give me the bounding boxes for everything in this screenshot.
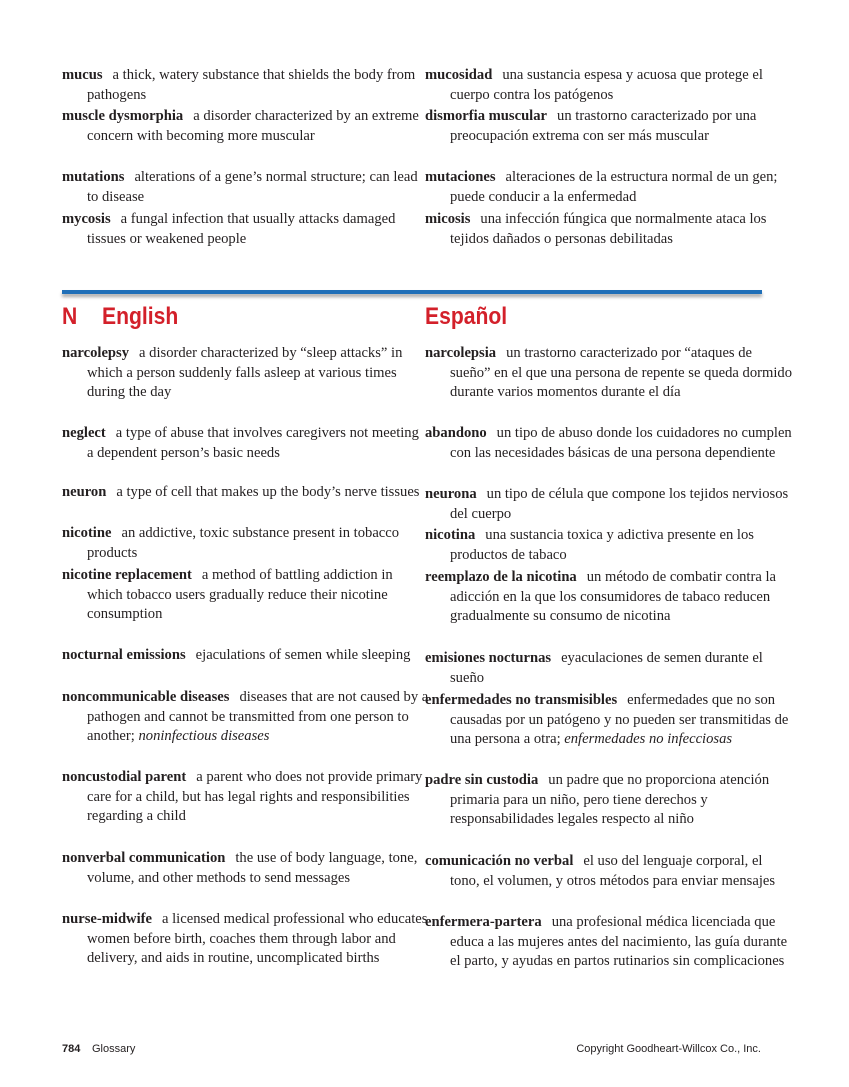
- entry-definition: eyaculaciones de semen durante el sueño: [450, 650, 763, 686]
- glossary-entry: [425, 649, 792, 688]
- entry-term: narcolepsy: [62, 345, 130, 361]
- entry-term: dismorfia muscular: [425, 108, 548, 124]
- entry-definition: diseases that are not caused by a pathogen and cannot be transmitted from one person to another;: [87, 689, 429, 745]
- spanish-heading: Español: [425, 303, 508, 330]
- glossary-entry: [62, 66, 429, 105]
- entry-term: mucosidad: [425, 67, 493, 83]
- entry-definition: un trastorno caracterizado por “ataques de sueño” en el que una persona de repente se queda dormido durante varios momentos durante el día: [450, 345, 793, 401]
- entry-term: mucus: [62, 67, 103, 83]
- entry-definition: un método de combatir contra la adicción en la que los consumidores de tabaco reducen gradualmente su consumo de nicotina: [450, 569, 776, 625]
- entry-definition: una sustancia toxica y adictiva presente en los productos de tabaco: [450, 527, 754, 563]
- glossary-entry: [425, 344, 792, 403]
- entry-term: nocturnal emissions: [62, 647, 186, 663]
- entry-definition: un tipo de abuso donde los cuidadores no cumplen con las necesidades básicas de una persona dependiente: [450, 425, 792, 461]
- glossary-entry: [62, 210, 429, 249]
- entry-definition: a type of abuse that involves caregivers not meeting a dependent person’s basic needs: [87, 425, 419, 461]
- glossary-entry: [425, 66, 792, 105]
- glossary-entry: [62, 107, 429, 146]
- entry-term: enfermera-partera: [425, 914, 542, 930]
- entry-definition: a disorder characterized by “sleep attacks” in which a person suddenly falls asleep at various times during the day: [87, 345, 403, 401]
- entry-definition: a licensed medical professional who educates women before birth, coaches them through labor and delivery, and aids in routine, uncomplicated births: [87, 911, 428, 967]
- entry-definition: ejaculations of semen while sleeping: [195, 647, 411, 663]
- entry-term: nicotine replacement: [62, 567, 192, 583]
- entry-term: mutations: [62, 169, 125, 185]
- glossary-entry: [425, 424, 792, 463]
- entry-definition: un padre que no proporciona atención primaria para un niño, pero tiene derechos y responsabilidades legales respecto al niño: [450, 772, 770, 828]
- glossary-entry: [62, 849, 429, 888]
- entry-term: emisiones nocturnas: [425, 650, 552, 666]
- entry-term: abandono: [425, 425, 487, 441]
- entry-term: neuron: [62, 484, 107, 500]
- entry-definition: a parent who does not provide primary care for a child, but has legal rights and responsibilities regarding a child: [87, 769, 423, 825]
- entry-definition: a method of battling addiction in which tobacco users gradually reduce their nicotine consumption: [87, 567, 393, 623]
- glossary-entry: [425, 210, 792, 249]
- glossary-entry: [62, 646, 429, 666]
- glossary-entry: [425, 168, 792, 207]
- entry-definition: the use of body language, tone, volume, and other methods to send messages: [87, 850, 418, 886]
- entry-term: comunicación no verbal: [425, 853, 574, 869]
- section-letter: N: [62, 303, 78, 330]
- glossary-entry: [62, 344, 429, 403]
- copyright: Copyright Goodheart-Willcox Co., Inc.: [576, 1043, 761, 1055]
- glossary-entry: [62, 688, 429, 747]
- glossary-entry: [62, 566, 429, 625]
- entry-alternate-term: enfermedades no infecciosas: [564, 731, 733, 748]
- glossary-entry: [425, 107, 792, 146]
- glossary-entry: [62, 168, 429, 207]
- glossary-entry: [425, 852, 792, 891]
- entry-definition: una infección fúngica que normalmente ataca los tejidos dañados o personas debilitadas: [450, 211, 767, 247]
- entry-term: nurse-midwife: [62, 911, 152, 927]
- entry-definition: una profesional médica licenciada que educa a las mujeres antes del nacimiento, las guía durante el parto, y ayudas en partos rutinarios sin complicaciones: [450, 914, 788, 970]
- entry-definition: a fungal infection that usually attacks damaged tissues or weakened people: [87, 211, 396, 247]
- section-divider: [62, 290, 762, 294]
- glossary-entry: [425, 526, 792, 565]
- entry-definition: a type of cell that makes up the body’s nerve tissues: [116, 484, 420, 500]
- entry-definition: a disorder characterized by an extreme concern with becoming more muscular: [87, 108, 419, 144]
- entry-term: reemplazo de la nicotina: [425, 569, 577, 585]
- entry-term: narcolepsia: [425, 345, 497, 361]
- glossary-entry: [62, 524, 429, 563]
- glossary-entry: [62, 424, 429, 463]
- entry-definition: un tipo de célula que compone los tejidos nerviosos del cuerpo: [450, 486, 789, 522]
- glossary-entry: [425, 485, 792, 524]
- entry-term: noncommunicable diseases: [62, 689, 230, 705]
- entry-definition: alterations of a gene’s normal structure; can lead to disease: [87, 169, 418, 205]
- english-heading: English: [102, 303, 179, 330]
- entry-term: micosis: [425, 211, 471, 227]
- entry-definition: a thick, watery substance that shields the body from pathogens: [87, 67, 416, 103]
- entry-alternate-term: noninfectious diseases: [138, 728, 270, 745]
- entry-term: neglect: [62, 425, 106, 441]
- glossary-entry: [425, 691, 792, 750]
- entry-term: enfermedades no transmisibles: [425, 692, 618, 708]
- entry-term: mycosis: [62, 211, 111, 227]
- glossary-entry: [425, 568, 792, 627]
- entry-term: nicotine: [62, 525, 112, 541]
- entry-definition: alteraciones de la estructura normal de un gen; puede conducir a la enfermedad: [450, 169, 778, 205]
- entry-definition: un trastorno caracterizado por una preocupación extrema con ser más muscular: [450, 108, 757, 144]
- glossary-entry: [425, 771, 792, 830]
- entry-term: mutaciones: [425, 169, 496, 185]
- entry-term: neurona: [425, 486, 477, 502]
- glossary-entry: [62, 768, 429, 827]
- entry-definition: an addictive, toxic substance present in tobacco products: [87, 525, 400, 561]
- page-number: 784: [62, 1043, 81, 1055]
- entry-term: nicotina: [425, 527, 476, 543]
- footer-section: Glossary: [92, 1043, 136, 1055]
- entry-term: padre sin custodia: [425, 772, 539, 788]
- glossary-entry: [62, 910, 429, 969]
- entry-term: nonverbal communication: [62, 850, 226, 866]
- glossary-entry: [425, 913, 792, 972]
- entry-definition: el uso del lenguaje corporal, el tono, el volumen, y otros métodos para enviar mensajes: [450, 853, 776, 889]
- entry-definition: enfermedades que no son causadas por un patógeno y no pueden ser transmitidas de una persona a otra;: [450, 692, 789, 748]
- entry-definition: una sustancia espesa y acuosa que protege el cuerpo contra los patógenos: [450, 67, 763, 103]
- entry-term: noncustodial parent: [62, 769, 187, 785]
- glossary-entry: [62, 483, 429, 503]
- entry-term: muscle dysmorphia: [62, 108, 184, 124]
